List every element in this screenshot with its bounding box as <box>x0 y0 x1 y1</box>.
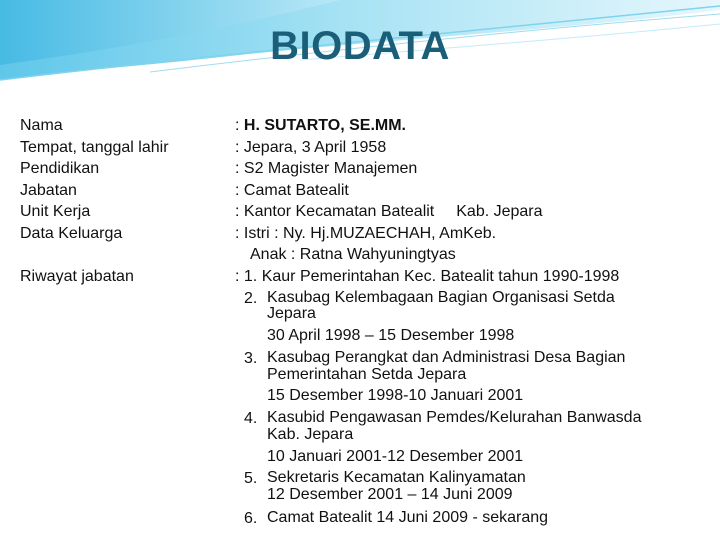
riwayat-item-3-line2: Pemerintahan Setda Jepara <box>267 366 467 383</box>
value-ttl: : Jepara, 3 April 1958 <box>235 139 387 156</box>
value-pendidikan: : S2 Magister Manajemen <box>235 160 418 177</box>
riwayat-item-1: : 1. Kaur Pemerintahan Kec. Batealit tahun 1990-1998 <box>235 268 620 285</box>
label-data-keluarga: Data Keluarga <box>20 225 123 242</box>
riwayat-item-5-line2: 12 Desember 2001 – 14 Juni 2009 <box>267 486 513 503</box>
value-unit-kerja: : Kantor Kecamatan Batealit Kab. Jepara <box>235 203 543 220</box>
riwayat-item-4-line1: Kasubid Pengawasan Pemdes/Kelurahan Banwasda <box>267 409 642 426</box>
label-jabatan: Jabatan <box>20 182 77 199</box>
label-nama: Nama <box>20 117 63 134</box>
riwayat-num-3: 3. <box>244 350 258 367</box>
riwayat-num-2: 2. <box>244 290 258 307</box>
label-unit-kerja: Unit Kerja <box>20 203 91 220</box>
page-title: BIODATA <box>270 24 450 68</box>
label-ttl: Tempat, tanggal lahir <box>20 139 169 156</box>
label-pendidikan: Pendidikan <box>20 160 100 177</box>
riwayat-item-4-line2: Kab. Jepara <box>267 426 354 443</box>
value-nama: : H. SUTARTO, SE.MM. <box>235 117 406 134</box>
riwayat-item-4-date: 10 Januari 2001-12 Desember 2001 <box>267 448 524 465</box>
label-riwayat-jabatan: Riwayat jabatan <box>20 268 134 285</box>
value-istri: : Istri : Ny. Hj.MUZAECHAH, AmKeb. <box>235 225 497 242</box>
riwayat-num-4: 4. <box>244 410 258 427</box>
riwayat-item-2-line1: Kasubag Kelembagaan Bagian Organisasi Setda <box>267 289 615 306</box>
riwayat-num-5: 5. <box>244 470 258 487</box>
riwayat-item-3-date: 15 Desember 1998-10 Januari 2001 <box>267 387 524 404</box>
riwayat-item-5-line1: Sekretaris Kecamatan Kalinyamatan <box>267 469 526 486</box>
riwayat-item-3-line1: Kasubag Perangkat dan Administrasi Desa Bagian <box>267 349 626 366</box>
value-anak: Anak : Ratna Wahyuningtyas <box>250 246 456 263</box>
riwayat-item-2-date: 30 April 1998 – 15 Desember 1998 <box>267 327 515 344</box>
riwayat-item-6-line1: Camat Batealit 14 Juni 2009 - sekarang <box>267 509 549 526</box>
riwayat-num-6: 6. <box>244 510 258 527</box>
value-jabatan: : Camat Batealit <box>235 182 349 199</box>
riwayat-item-2-line2: Jepara <box>267 305 316 322</box>
